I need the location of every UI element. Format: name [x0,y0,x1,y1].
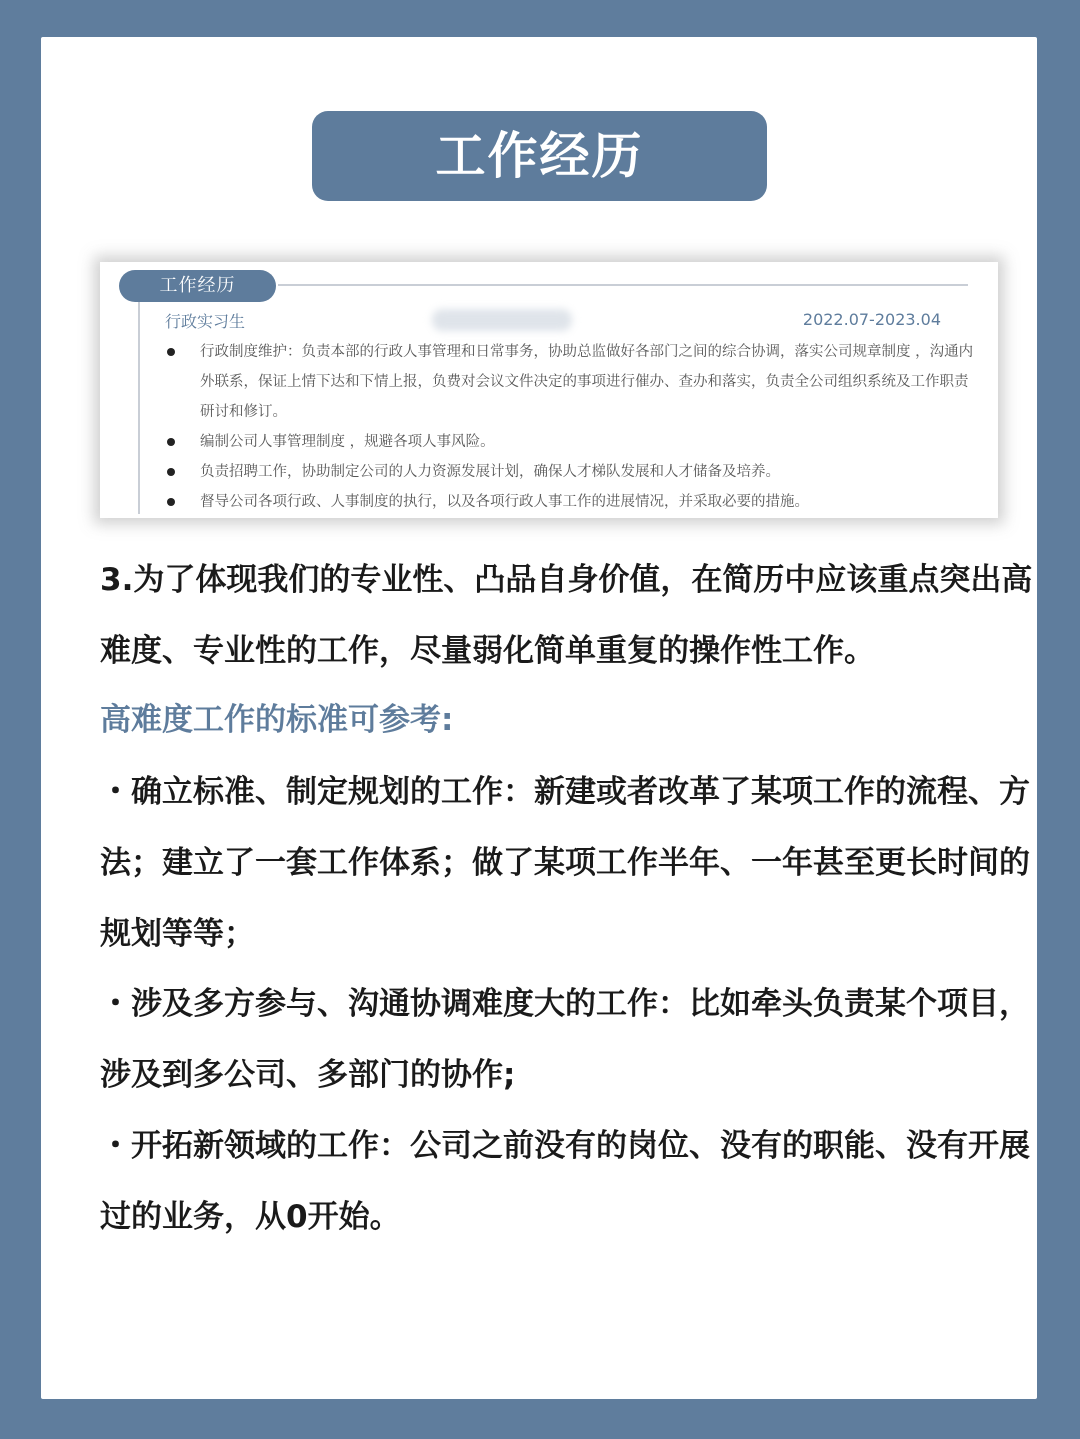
list-item [166,487,976,517]
bullet-text: 编制公司人事管理制度 ，规避各项人事风险。 [200,434,495,450]
resume-bullet-list [166,337,976,517]
page-title: 工作经历 [312,111,767,201]
resume-section-label: 工作经历 [119,270,276,302]
criteria-item: ・涉及多方参与、沟通协调难度大的工作：比如牵头负责某个项目，涉及到多公司、多部门的协作; [100,986,1030,1093]
criteria-item: ・开拓新领域的工作：公司之前没有的岗位、没有的职能、没有开展过的业务，从0开始。 [100,1128,1030,1235]
timeline-line [138,302,140,514]
bullet-icon [167,438,175,446]
bullet-icon [167,498,175,506]
criteria-item: ・确立标准、制定规划的工作：新建或者改革了某项工作的流程、方法；建立了一套工作体系；做了某项工作半年、一年甚至更长时间的规划等等； [100,774,1030,952]
bullet-text: 督导公司各项行政、人事制度的执行，以及各项行政人事工作的进展情况，并采取必要的措施。 [200,494,809,510]
bullet-icon [167,348,175,356]
resume-snippet [100,262,998,518]
resume-role: 行政实习生 [165,312,246,331]
bullet-text: 负责招聘工作，协助制定公司的人力资源发展计划，确保人才梯队发展和人才储备及培养。 [200,464,780,480]
criteria-heading: 高难度工作的标准可参考: [100,702,454,738]
list-item [166,457,976,487]
bullet-icon [167,468,175,476]
resume-date-range: 2022.07-2023.04 [802,310,941,329]
point-3-paragraph: 3.为了体现我们的专业性、凸品自身价值，在简历中应该重点突出高难度、专业性的工作，尽量弱化简单重复的操作性工作。 [100,562,1033,669]
list-item [166,337,976,427]
list-item [166,427,976,457]
redacted-company [432,309,572,331]
bullet-text: 行政制度维护：负责本部的行政人事管理和日常事务，协助总监做好各部门之间的综合协调，落实公司规章制度 ，沟通内外联系，保证上情下达和下情上报，负费对会议文件决定的事项进行催办、查办和落实，负责全公司组织系统及工作职责研讨和修订。 [200,344,974,420]
section-divider [278,284,968,286]
